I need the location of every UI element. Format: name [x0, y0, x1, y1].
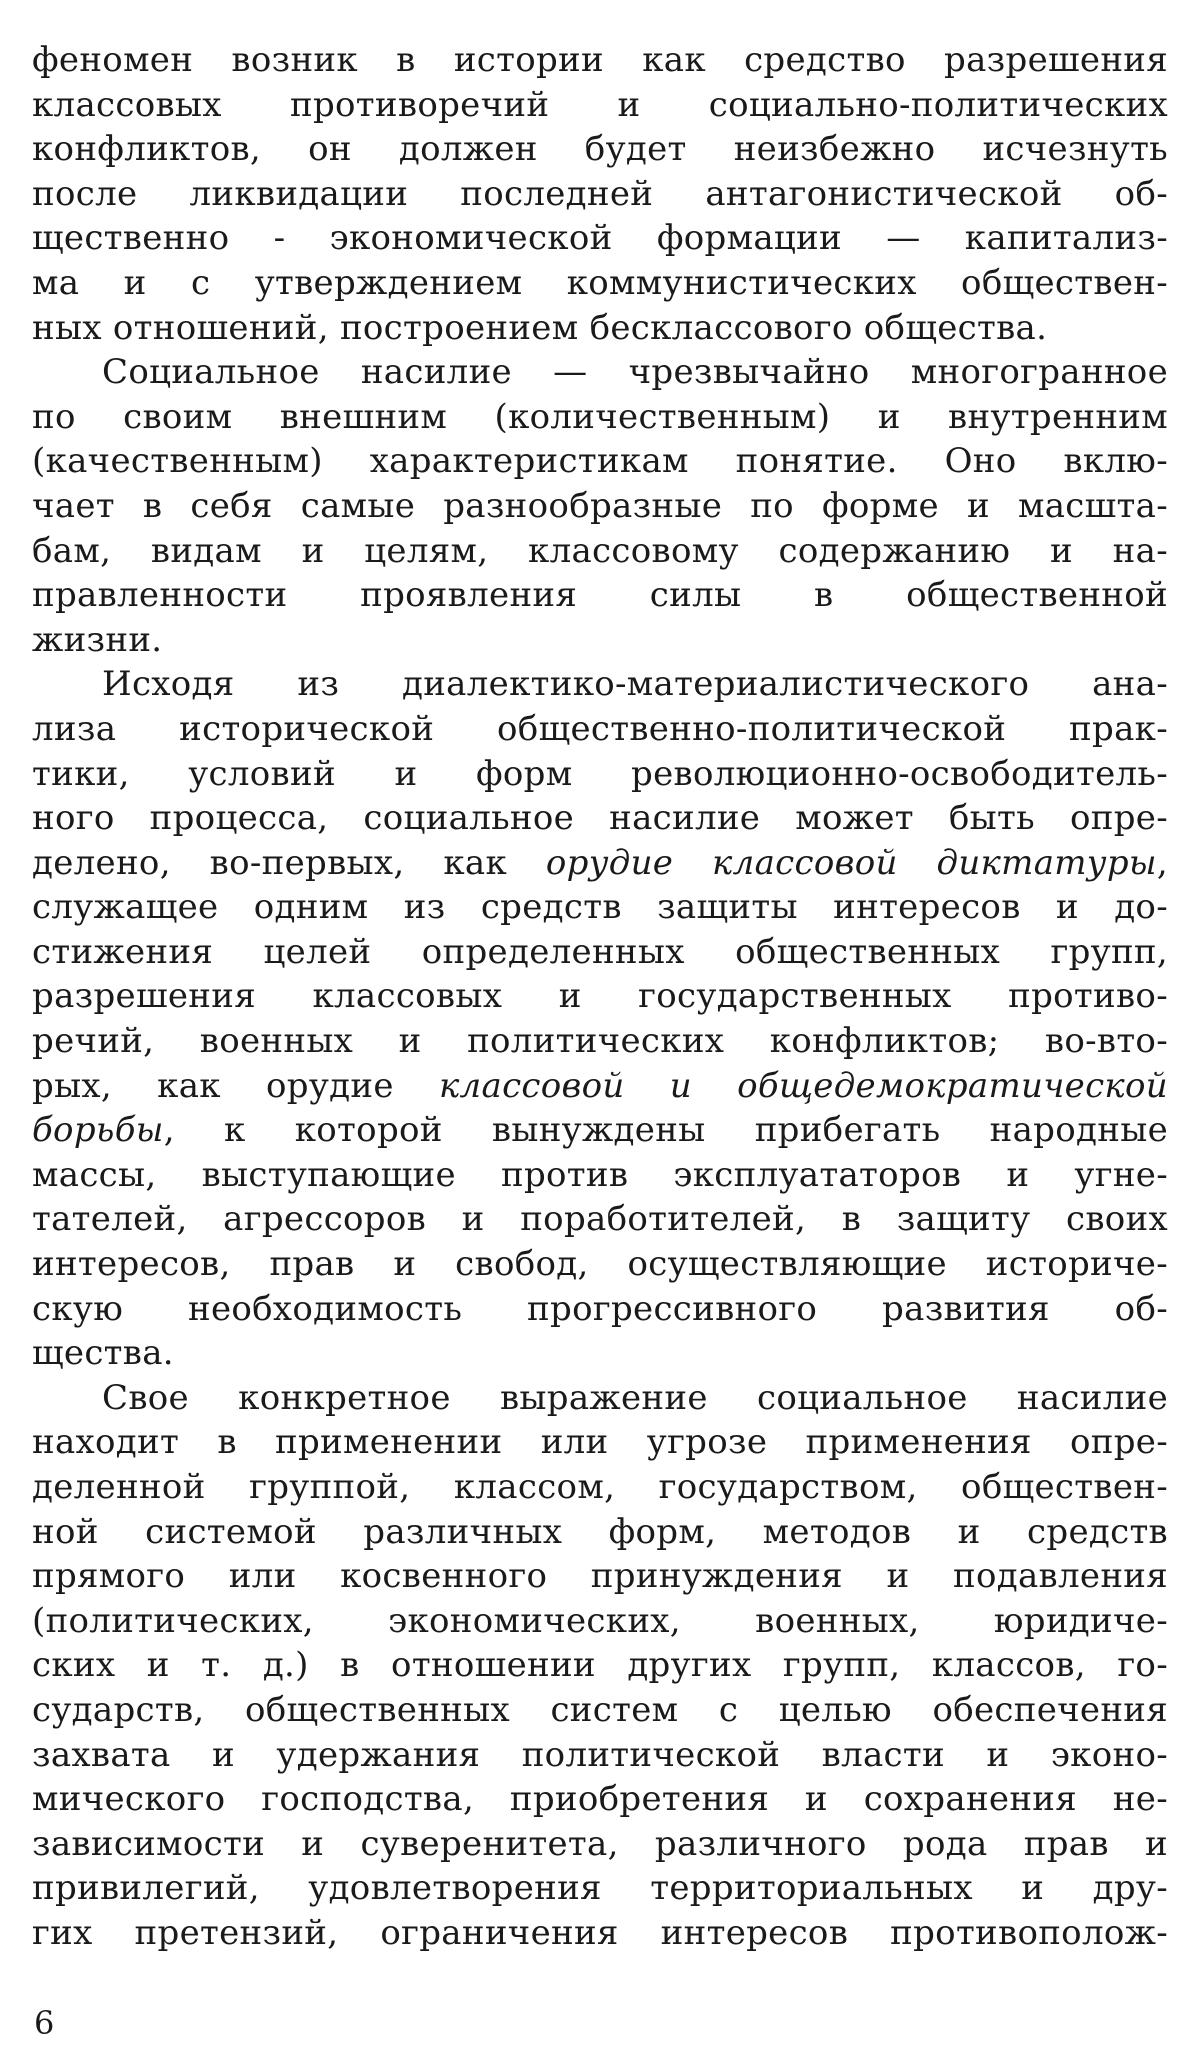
text-segment: правленности проявления силы в общественной — [32, 575, 1168, 616]
text-line — [32, 216, 1168, 261]
text-line — [32, 974, 1168, 1019]
text-segment: Исходя из диалектико-материалистического ана- — [102, 664, 1168, 705]
text-segment: служащее одним из средств защиты интересов и до- — [32, 887, 1168, 928]
text-line — [32, 1911, 1168, 1956]
text-line — [32, 395, 1168, 440]
text-segment: жизни. — [32, 619, 163, 660]
text-segment: находит в применении или угрозе применения опре- — [32, 1422, 1168, 1463]
text-segment: Свое конкретное выражение социальное насилие — [102, 1377, 1168, 1418]
text-segment: сударств, общественных систем с целью обеспечения — [32, 1689, 1168, 1730]
paragraph — [32, 38, 1168, 350]
text-segment: щественно - экономической формации — капитализ- — [32, 218, 1168, 259]
text-line — [32, 885, 1168, 930]
text-segment: гих претензий, ограничения интересов противополож- — [32, 1912, 1168, 1953]
text-segment: лиза исторической общественно-политической прак- — [32, 708, 1168, 749]
text-segment: чает в себя самые разнообразные по форме и масшта- — [32, 485, 1168, 526]
text-line — [32, 1866, 1168, 1911]
text-line — [32, 1688, 1168, 1733]
text-segment: интересов, прав и свобод, осуществляющие историче- — [32, 1244, 1168, 1285]
text-line — [32, 261, 1168, 306]
text-line — [32, 662, 1168, 707]
text-line — [32, 1643, 1168, 1688]
text-segment: бам, видам и целям, классовому содержанию и на- — [32, 530, 1168, 571]
page-number: 6 — [34, 2004, 55, 2042]
text-line — [32, 796, 1168, 841]
text-segment: привилегий, удовлетворения территориальных и дру- — [32, 1868, 1168, 1909]
text-segment: ного процесса, социальное насилие может быть опре- — [32, 798, 1168, 839]
text-line — [32, 841, 1168, 886]
text-line — [32, 1153, 1168, 1198]
text-segment: феномен возник в истории как средство разрешения — [32, 40, 1168, 80]
text-line — [32, 1064, 1168, 1109]
text-segment: Социальное насилие — чрезвычайно многогранное — [102, 352, 1168, 393]
text-line — [32, 350, 1168, 395]
text-line — [32, 618, 1168, 663]
text-segment: речий, военных и политических конфликтов; во-вто- — [32, 1021, 1168, 1062]
text-line — [32, 1733, 1168, 1778]
text-line — [32, 1376, 1168, 1421]
text-line — [32, 1019, 1168, 1064]
text-segment: делено, во-первых, как — [32, 842, 546, 883]
text-segment: ной системой различных форм, методов и средств — [32, 1511, 1168, 1552]
text-line — [32, 127, 1168, 172]
text-line — [32, 1287, 1168, 1332]
text-segment: классовых противоречий и социально-политических — [32, 84, 1168, 125]
text-line — [32, 439, 1168, 484]
text-line — [32, 573, 1168, 618]
text-segment: прямого или косвенного принуждения и подавления — [32, 1556, 1168, 1597]
text-line — [32, 1108, 1168, 1153]
text-line — [32, 38, 1168, 83]
text-segment: (качественным) характеристикам понятие. Оно вклю- — [32, 441, 1168, 482]
italic-text: орудие классовой диктатуры — [545, 842, 1157, 883]
text-segment: тики, условий и форм революционно-освободитель- — [32, 753, 1168, 794]
text-line — [32, 1197, 1168, 1242]
text-segment: ма и с утверждением коммунистических обществен- — [32, 262, 1168, 303]
text-line — [32, 707, 1168, 752]
text-line — [32, 1242, 1168, 1287]
page-body — [32, 38, 1168, 1956]
text-line — [32, 1420, 1168, 1465]
text-segment: разрешения классовых и государственных противо- — [32, 976, 1168, 1017]
text-segment: ных отношений, построением бесклассового общества. — [32, 307, 1048, 348]
paragraph — [32, 1376, 1168, 1956]
text-segment: рых, как орудие — [32, 1065, 439, 1106]
italic-text: борьбы — [32, 1110, 164, 1151]
text-segment: по своим внешним (количественным) и внутренним — [32, 396, 1168, 437]
text-line — [32, 1599, 1168, 1644]
text-line — [32, 930, 1168, 975]
text-segment: (политических, экономических, военных, юридиче- — [32, 1600, 1168, 1641]
text-line — [32, 484, 1168, 529]
text-line — [32, 83, 1168, 128]
text-segment: щества. — [32, 1333, 174, 1374]
text-segment: массы, выступающие против эксплуататоров и угне- — [32, 1154, 1168, 1195]
text-segment: конфликтов, он должен будет неизбежно исчезнуть — [32, 129, 1168, 170]
text-line — [32, 1510, 1168, 1555]
text-segment: деленной группой, классом, государством, обществен- — [32, 1467, 1168, 1507]
text-segment: зависимости и суверенитета, различного рода прав и — [32, 1823, 1168, 1864]
text-line — [32, 1822, 1168, 1867]
paragraph — [32, 350, 1168, 662]
text-column — [32, 38, 1168, 1956]
text-line — [32, 172, 1168, 217]
italic-text: классовой и общедемократической — [438, 1065, 1168, 1106]
text-line — [32, 1465, 1168, 1510]
text-segment: мического господства, приобретения и сохранения не- — [32, 1779, 1168, 1820]
text-line — [32, 1554, 1168, 1599]
text-segment: , — [1156, 842, 1168, 883]
text-segment: скую необходимость прогрессивного развития об- — [32, 1288, 1168, 1329]
text-segment: ских и т. д.) в отношении других групп, классов, го- — [32, 1645, 1168, 1686]
text-line — [32, 1331, 1168, 1376]
text-segment: после ликвидации последней антагонистической об- — [32, 173, 1168, 214]
text-line — [32, 752, 1168, 797]
text-line — [32, 1777, 1168, 1822]
text-segment: , к которой вынуждены прибегать народные — [163, 1110, 1168, 1151]
text-line — [32, 306, 1168, 351]
text-segment: стижения целей определенных общественных групп, — [32, 931, 1168, 972]
text-segment: захвата и удержания политической власти и эконо- — [32, 1734, 1168, 1775]
text-segment: тателей, агрессоров и поработителей, в защиту своих — [32, 1199, 1168, 1240]
text-line — [32, 529, 1168, 574]
paragraph — [32, 662, 1168, 1376]
